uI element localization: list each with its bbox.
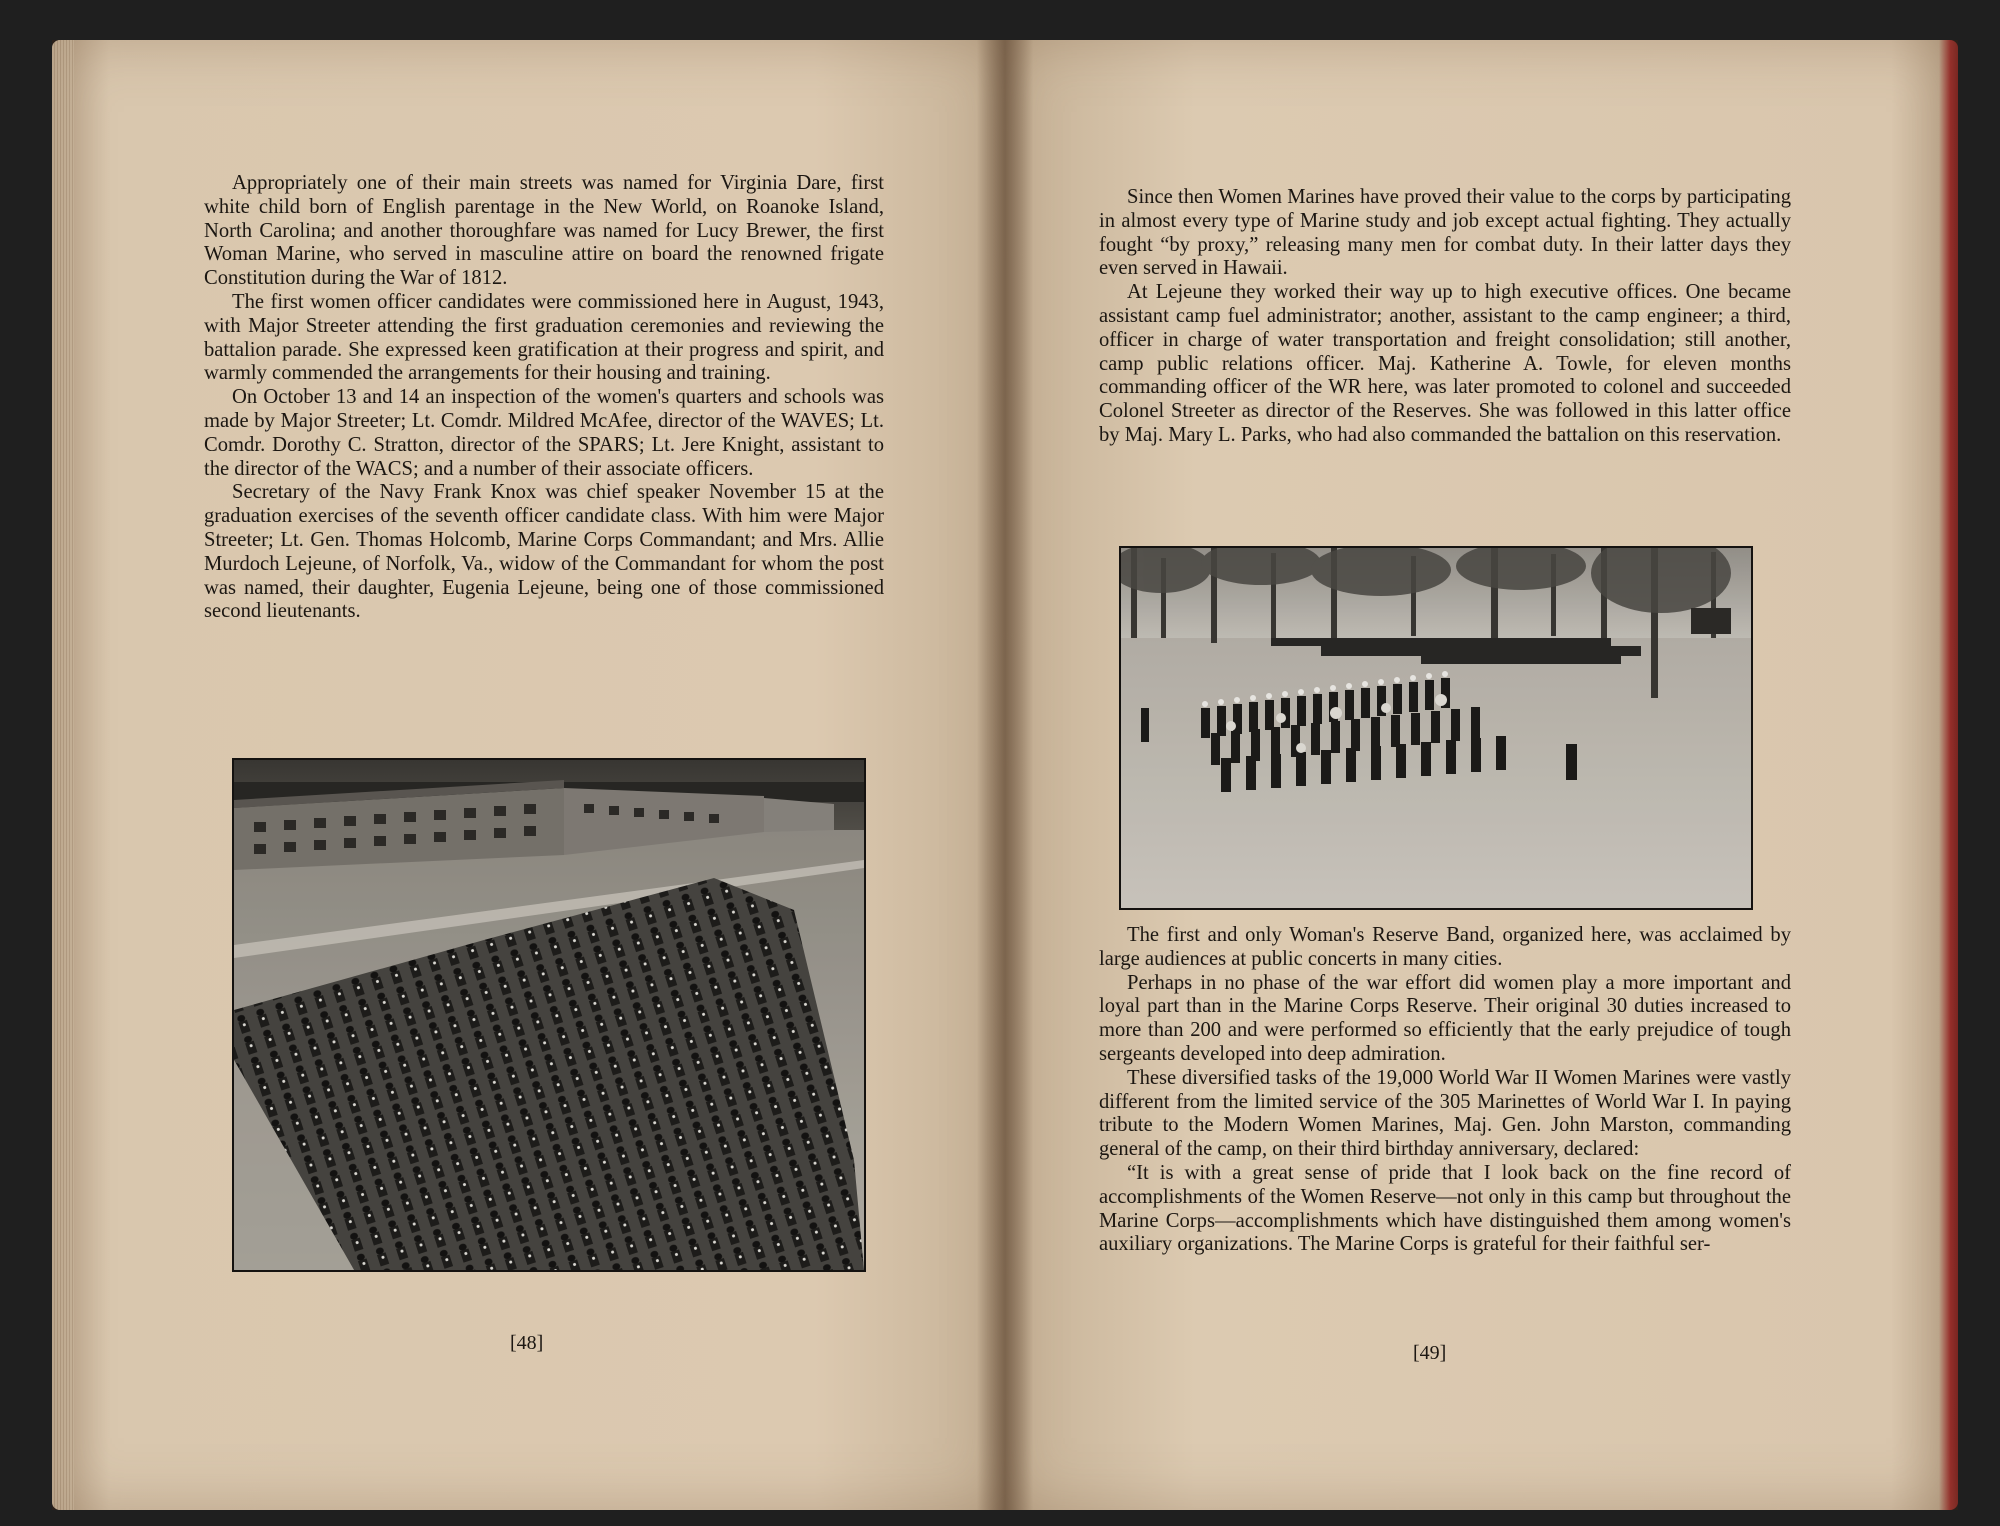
left-text-block [204,172,884,624]
book-spread [52,40,1958,1510]
page-number-right: [49] [1413,1342,1447,1364]
paragraph: Appropriately one of their main streets was named for Virginia Dare, first white child born of English parentage in the New World, on Roanoke Island, North Carolina; and another thoroughfare was named for Lucy Brewer, the first Woman Marine, who served in masculine attire on board the renowned frigate Constitution during the War of 1812. [204,172,884,290]
marching-formation-photo [232,758,866,1272]
page-number-left: [48] [510,1332,544,1354]
band-parade-photo [1119,546,1753,910]
paragraph: The first women officer candidates were commissioned here in August, 1943, with Major Streeter attending the first graduation ceremonies and reviewing the battalion parade. She expressed keen gratification at their progress and spirit, and warmly commended the arrangements for their housing and training. [204,290,884,385]
paragraph: These diversified tasks of the 19,000 World War II Women Marines were vastly different from the limited service of the 305 Marinettes of World War I. In paying tribute to the Modern Women Marines, Maj. Gen. John Marston, commanding general of the camp, on their third birthday anniversary, declared: [1099,1066,1791,1161]
paragraph: At Lejeune they worked their way up to high executive offices. One became assistant camp fuel administrator; another, assistant to the camp engineer; a third, officer in charge of water transportation and freight consolidation; still another, camp public relations officer. Maj. Katherine A. Towle, for eleven months commanding officer of the WR here, was later promoted to colonel and succeeded Colonel Streeter as director of the Reserves. She was followed in this latter office by Maj. Mary L. Parks, who had also commanded the battalion on this reservation. [1099,281,1791,446]
paragraph: On October 13 and 14 an inspection of the women's quarters and schools was made by Major Streeter; Lt. Comdr. Mildred McAfee, director of the WAVES; Lt. Comdr. Dorothy C. Stratton, director of the SPARS; Lt. Jere Knight, assistant to the director of the WACS; and a number of their associate officers. [204,386,884,480]
paragraph: Since then Women Marines have proved their value to the corps by participating in almost every type of Marine study and job except actual fighting. They actually fought “by proxy,” releasing many men for combat duty. In their latter days they even served in Hawaii. [1099,186,1791,280]
right-text-block-top [1099,186,1791,448]
paragraph: Perhaps in no phase of the war effort did women play a more important and loyal part than in the Marine Corps Reserve. Their original 30 duties increased to more than 200 and were performed so efficiently that the early prejudice of tough sergeants developed into deep admiration. [1099,971,1791,1065]
right-text-block-bottom [1099,924,1791,1257]
left-page [52,40,1005,1510]
page-edges [52,40,74,1510]
right-page [1005,40,1958,1510]
paragraph: Secretary of the Navy Frank Knox was chief speaker November 15 at the graduation exercises of the seventh officer candidate class. With him were Major Streeter; Lt. Gen. Thomas Holcomb, Marine Corps Commandant; and Mrs. Allie Murdoch Lejeune, of Norfolk, Va., widow of the Commandant for whom the post was named, their daughter, Eugenia Lejeune, being one of those commissioned second lieutenants. [204,481,884,623]
paragraph: The first and only Woman's Reserve Band, organized here, was acclaimed by large audiences at public concerts in many cities. [1099,924,1791,970]
paragraph: “It is with a great sense of pride that I look back on the fine record of accomplishments of the Women Reserve—not only in this camp but throughout the Marine Corps—accomplishments which have distinguished them among women's auxiliary organizations. The Marine Corps is grateful for their faithful ser- [1099,1161,1791,1256]
